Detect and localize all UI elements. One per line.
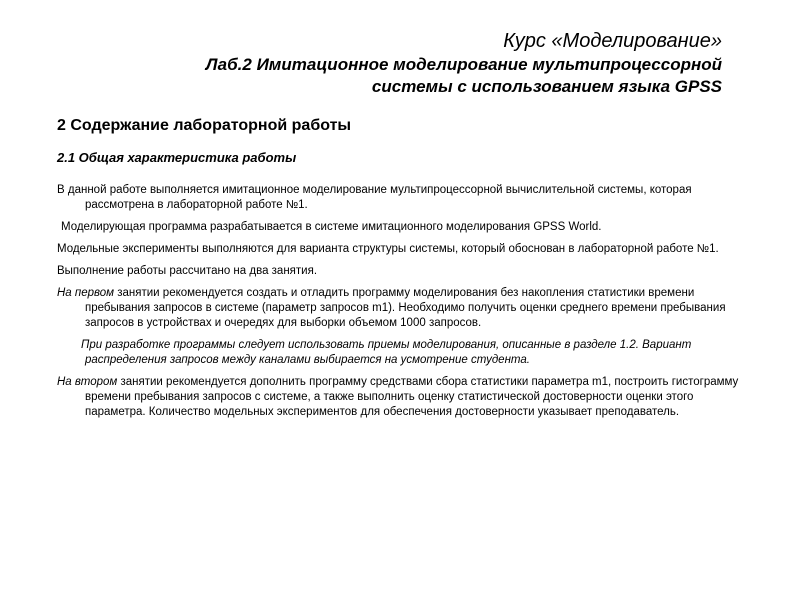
paragraph-intro: В данной работе выполняется имитационное моделирование мультипроцессорной вычислительной системы, которая рассмотрена в лабораторной работе №1. [57,184,692,211]
paragraph-development-note: При разработке программы следует использовать приемы моделирования, описанные в разделе 1.2. Вариант распределения запросов между каналами выбирается на усмотрение студента. [81,339,692,366]
second-session-text: занятии рекомендуется дополнить программу средствами сбора статистики параметра m1, построить гистограмму времени пребывания запросов с системе, а также выполнить оценку статистической достоверности оценки этого параметра. Количество модельных экспериментов для обеспечения достоверности указывает преподаватель. [85,376,739,418]
first-session-text: занятии рекомендуется создать и отладить программу моделирования без накопления статистики времени пребывания запросов в системе (параметр запросов m1). Необходимо получить оценки среднего времени пребывания запросов в устройствах и очередях для выборки объемом 1000 запросов. [85,287,726,329]
paragraph-first-session [57,286,747,331]
course-title: Курс «Моделирование» [503,30,722,52]
paragraph-duration: Выполнение работы рассчитано на два занятия. [57,265,318,277]
lab-title [82,54,722,98]
lab-title-line-1: Лаб.2 Имитационное моделирование мультипроцессорной [205,55,722,74]
first-session-emphasis: На первом [57,287,115,299]
paragraph-second-session [57,375,747,420]
second-session-emphasis: На втором [57,376,118,388]
section-heading: 2 Содержание лабораторной работы [57,117,352,134]
paragraph-experiments: Модельные эксперименты выполняются для варианта структуры системы, который обоснован в лабораторной работе №1. [57,243,719,255]
subsection-heading: 2.1 Общая характеристика работы [57,150,297,165]
lab-title-line-2: системы с использованием языка GPSS [371,77,722,96]
paragraph-software: Моделирующая программа разрабатывается в системе имитационного моделирования GPSS World. [61,221,602,233]
body-text [57,183,747,427]
